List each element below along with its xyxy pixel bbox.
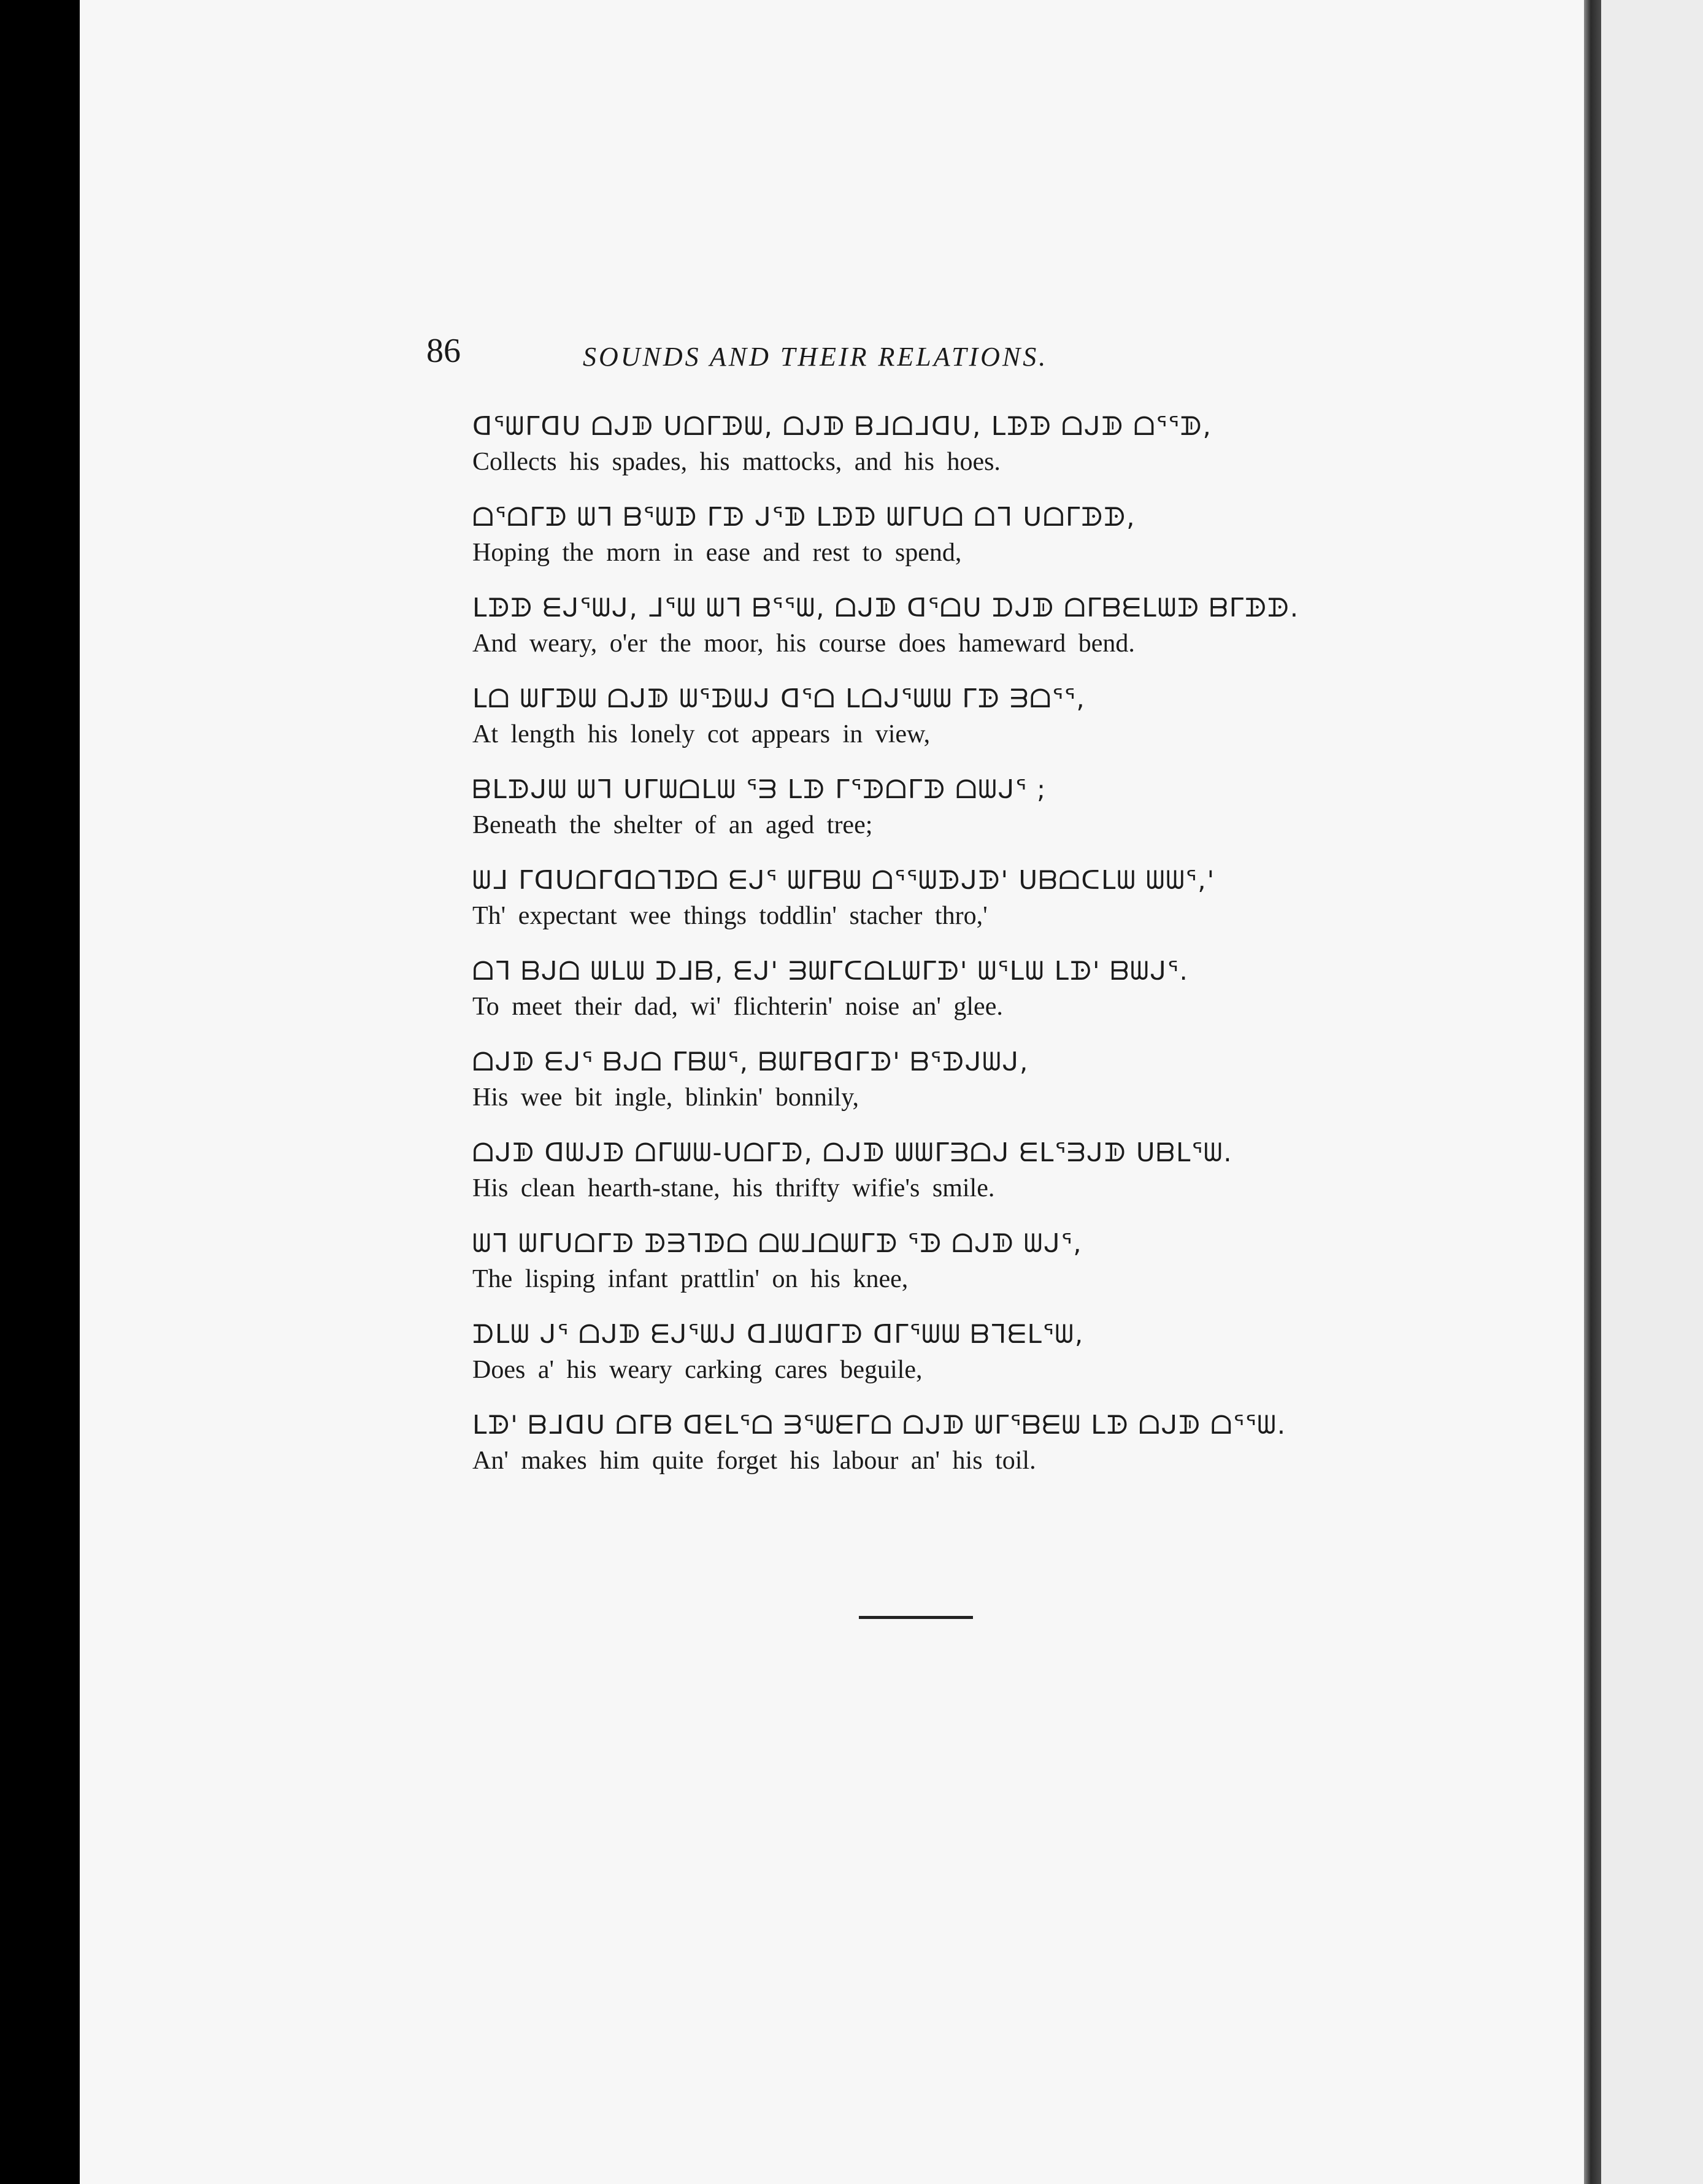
facing-page-edge: [1601, 0, 1703, 2184]
verse-text: And weary, o'er the moor, his course does hameward bend.: [472, 629, 1135, 658]
verse-text: Does a' his weary carking cares beguile,: [472, 1356, 923, 1384]
phonetic-transcription: ᗡᕐᗯᒥᗡᑌ ᗝᒍᗫ ᑌᗝᒥᗬᗯ, ᗝᒍᗫ ᗷᒧᗝᒧᗡᑌ, ᒪᗬᗬ ᗝᒍᗫ ᗝᕐᕐᗫ,: [472, 411, 1212, 441]
verse-line: [472, 499, 1405, 590]
verse-line: [472, 1134, 1405, 1225]
verse-line: [472, 862, 1405, 953]
verse-text: His wee bit ingle, blinkin' bonnily,: [472, 1083, 859, 1112]
book-page: [80, 0, 1609, 2184]
verse-text: Hoping the morn in ease and rest to spend,: [472, 539, 962, 567]
verse-line: [472, 1225, 1405, 1316]
phonetic-transcription: ᗝᕐᗝᒥᗬ ᗯᒣ ᗷᕐᗯᗬ ᒥᗬ ᒍᕐᗫ ᒪᗬᗬ ᗯᒥᑌᗝ ᗝᒣ ᑌᗝᒥᗬᗬ,: [472, 502, 1136, 532]
verse-line: [472, 953, 1405, 1044]
poem-stanza: [472, 408, 1405, 1498]
verse-line: [472, 1044, 1405, 1134]
phonetic-transcription: ᒪᗬᗬ ᗴᒍᕐᗯᒍ, ᒧᕐᗯ ᗯᒣ ᗷᕐᕐᗯ, ᗝᒍᗫ ᗡᕐᗝᑌ ᗪᒍᗫ ᗝᒥᗷᗴᒪᗯᗬ ᗷᒥᗬᗬ.: [472, 593, 1300, 623]
verse-line: [472, 680, 1405, 771]
phonetic-transcription: ᗝᒣ ᗷᒍᗝ ᗯᒪᗯ ᗪᒧᗷ, ᗴᒍ' ᗱᗯᒥᑕᗝᒪᗯᒥᗬ' ᗯᕐᒪᗯ ᒪᗬ' ᗷᗯᒍᕐ.: [472, 956, 1189, 986]
phonetic-transcription: ᗪᒪᗯ ᒍᕐ ᗝᒍᗫ ᗴᒍᕐᗯᒍ ᗡᒧᗯᗡᒥᗬ ᗡᒥᕐᗯᗯ ᗷᒣᗴᒪᕐᗯ,: [472, 1319, 1085, 1349]
verse-line: [472, 1316, 1405, 1407]
verse-text: At length his lonely cot appears in view,: [472, 720, 931, 748]
book-spine-shadow: [1584, 0, 1601, 2184]
phonetic-transcription: ᗷᒪᗬᒍᗯ ᗯᒣ ᑌᒥᗯᗝᒪᗯ ᕐᗱ ᒪᗬ ᒥᕐᗬᗝᒥᗬ ᗝᗯᒍᕐ ;: [472, 774, 1047, 804]
verse-text: Beneath the shelter of an aged tree;: [472, 811, 873, 839]
phonetic-transcription: ᒪᗬ' ᗷᒧᗡᑌ ᗝᒥᗷ ᗡᗴᒪᕐᗝ ᗱᕐᗯᗴᒥᗝ ᗝᒍᗫ ᗯᒥᕐᗷᗴᗯ ᒪᗬ ᗝᒍᗫ ᗝᕐᕐᗯ.: [472, 1410, 1287, 1440]
phonetic-transcription: ᗝᒍᗫ ᗴᒍᕐ ᗷᒍᗝ ᒥᗷᗯᕐ, ᗷᗯᒥᗷᗡᒥᗬ' ᗷᕐᗬᒍᗯᒍ,: [472, 1047, 1029, 1077]
verse-text: To meet their dad, wi' flichterin' noise an' glee.: [472, 993, 1003, 1021]
verse-text: The lisping infant prattlin' on his knee,: [472, 1265, 909, 1293]
phonetic-transcription: ᗝᒍᗫ ᗡᗯᒍᗬ ᗝᒥᗯᗯ-ᑌᗝᒥᗬ, ᗝᒍᗫ ᗯᗯᒥᗱᗝᒍ ᗴᒪᕐᗱᒍᗫ ᑌᗷᒪᕐᗯ.: [472, 1137, 1233, 1167]
running-title: SOUNDS AND THEIR RELATIONS.: [583, 342, 1048, 372]
verse-text: His clean hearth-stane, his thrifty wifie's smile.: [472, 1174, 995, 1202]
page-header: [80, 331, 1609, 380]
verse-line: [472, 771, 1405, 862]
verse-text: Collects his spades, his mattocks, and his hoes.: [472, 448, 1001, 476]
verse-line: [472, 408, 1405, 499]
phonetic-transcription: ᒪᗝ ᗯᒥᗬᗯ ᗝᒍᗫ ᗯᕐᗬᗯᒍ ᗡᕐᗝ ᒪᗝᒍᕐᗯᗯ ᒥᗬ ᗱᗝᕐᕐ,: [472, 683, 1086, 713]
phonetic-transcription: ᗯᒣ ᗯᒥᑌᗝᒥᗬ ᗬᗱᒣᗬᗝ ᗝᗯᒧᗝᗯᒥᗬ ᕐᗬ ᗝᒍᗫ ᗯᒍᕐ,: [472, 1228, 1083, 1258]
verse-text: An' makes him quite forget his labour an' his toil.: [472, 1447, 1036, 1475]
verse-text: Th' expectant wee things toddlin' stacher thro,': [472, 902, 988, 930]
verse-line: [472, 1407, 1405, 1498]
verse-line: [472, 590, 1405, 680]
page-number: 86: [426, 332, 461, 370]
section-divider-rule: [859, 1616, 973, 1619]
phonetic-transcription: ᗯᒧ ᒥᗡᑌᗝᒥᗡᗝᒣᗬᗝ ᗴᒍᕐ ᗯᒥᗷᗯ ᗝᕐᕐᗯᗬᒍᗬ' ᑌᗷᗝᑕᒪᗯ ᗯᗯᕐ,': [472, 865, 1216, 895]
